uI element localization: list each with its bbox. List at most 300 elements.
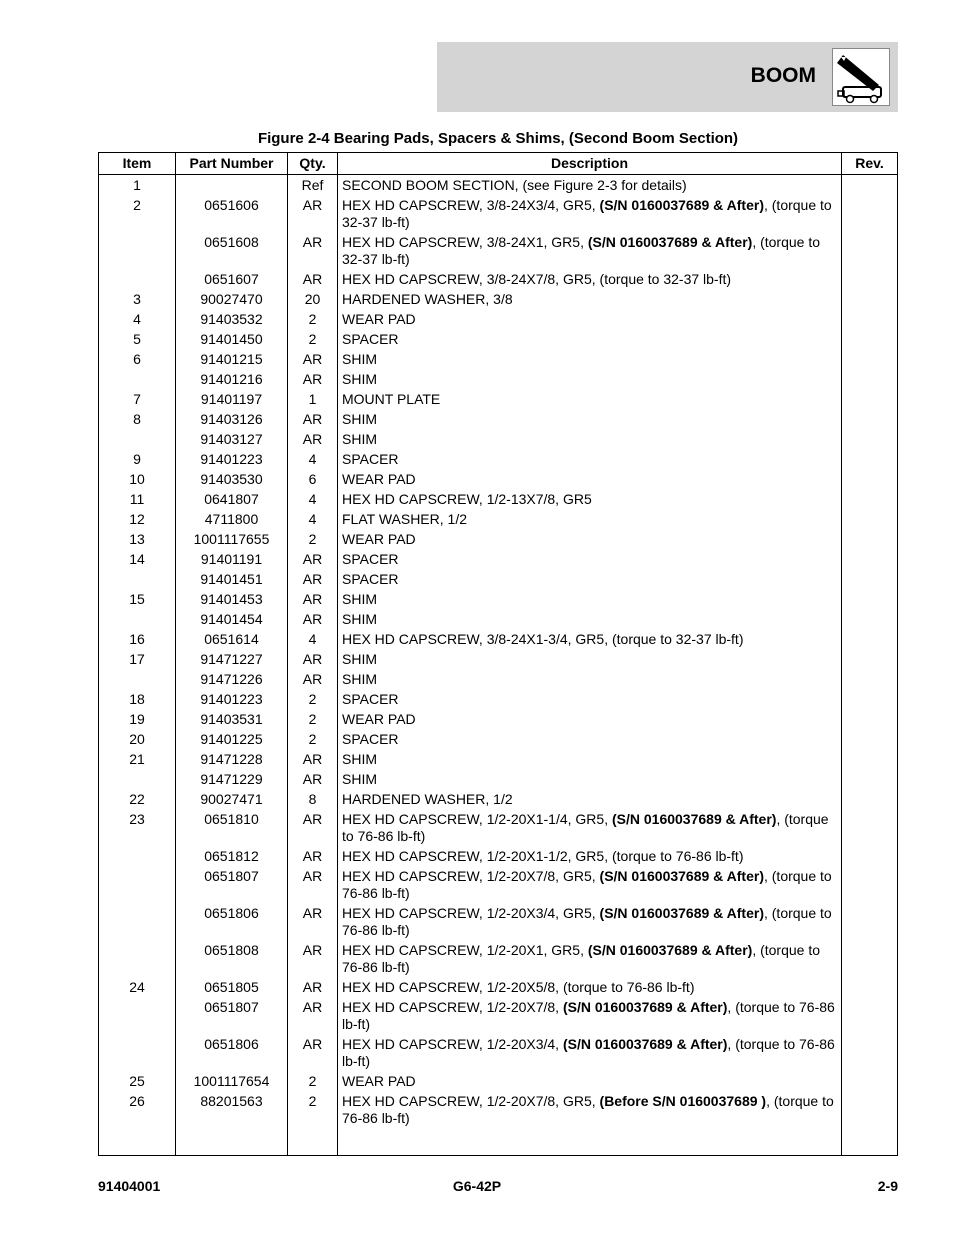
qty-cell: 8	[288, 789, 338, 809]
table-row	[99, 1071, 898, 1091]
part-number-cell: 91471226	[176, 669, 288, 689]
part-number-cell: 0651805	[176, 977, 288, 997]
part-number-cell: 0651808	[176, 940, 288, 977]
description-text: SECOND BOOM SECTION, (see Figure 2-3 for details)	[342, 176, 687, 193]
qty-cell: 6	[288, 469, 338, 489]
qty-cell: AR	[288, 846, 338, 866]
description-cell	[338, 469, 842, 489]
description-text: HEX HD CAPSCREW, 3/8-24X7/8, GR5, (torque to 32-37 lb-ft)	[342, 270, 732, 287]
table-header-row	[99, 153, 898, 175]
qty-cell: 2	[288, 529, 338, 549]
description-text: HEX HD CAPSCREW, 3/8-24X3/4, GR5,	[342, 196, 600, 213]
description-cell	[338, 1071, 842, 1091]
qty-cell: AR	[288, 649, 338, 669]
rev-cell	[842, 389, 898, 409]
description-text: HEX HD CAPSCREW, 1/2-20X3/4, GR5,	[342, 904, 600, 921]
description-text: SHIM	[342, 410, 377, 427]
description-text: HEX HD CAPSCREW, 1/2-20X1-1/2, GR5, (torque to 76-86 lb-ft)	[342, 847, 744, 864]
qty-cell: AR	[288, 369, 338, 389]
qty-cell: AR	[288, 769, 338, 789]
part-number-cell: 4711800	[176, 509, 288, 529]
description-cell	[338, 866, 842, 903]
description-text: SHIM	[342, 430, 377, 447]
qty-cell: 1	[288, 389, 338, 409]
table-row	[99, 789, 898, 809]
description-cell	[338, 529, 842, 549]
description-cell	[338, 997, 842, 1034]
item-cell: 19	[99, 709, 176, 729]
item-cell: 20	[99, 729, 176, 749]
qty-cell: 20	[288, 289, 338, 309]
description-cell	[338, 429, 842, 449]
col-item-header: Item	[99, 153, 176, 175]
table-row	[99, 769, 898, 789]
table-row	[99, 749, 898, 769]
rev-cell	[842, 769, 898, 789]
qty-cell: AR	[288, 903, 338, 940]
item-cell: 25	[99, 1071, 176, 1091]
qty-cell: AR	[288, 997, 338, 1034]
description-cell	[338, 509, 842, 529]
description-text: SPACER	[342, 550, 399, 567]
rev-cell	[842, 469, 898, 489]
table-row	[99, 449, 898, 469]
item-cell: 11	[99, 489, 176, 509]
part-number-cell: 91401454	[176, 609, 288, 629]
item-cell: 2	[99, 195, 176, 232]
description-text: HARDENED WASHER, 3/8	[342, 290, 513, 307]
part-number-cell: 1001117655	[176, 529, 288, 549]
item-cell: 22	[99, 789, 176, 809]
table-row	[99, 409, 898, 429]
table-row	[99, 977, 898, 997]
item-cell: 15	[99, 589, 176, 609]
part-number-cell: 0641807	[176, 489, 288, 509]
rev-cell	[842, 369, 898, 389]
table-row	[99, 709, 898, 729]
description-cell	[338, 349, 842, 369]
qty-cell: 2	[288, 729, 338, 749]
col-qty-header: Qty.	[288, 153, 338, 175]
rev-cell	[842, 997, 898, 1034]
description-text: HEX HD CAPSCREW, 1/2-20X7/8, GR5,	[342, 867, 600, 884]
description-text: HEX HD CAPSCREW, 1/2-20X1-1/4, GR5,	[342, 810, 612, 827]
item-cell: 4	[99, 309, 176, 329]
part-number-cell: 91401223	[176, 449, 288, 469]
rev-cell	[842, 269, 898, 289]
item-cell: 24	[99, 977, 176, 997]
description-cell	[338, 329, 842, 349]
description-tail-text: , (torque to 76-86 lb-ft)	[342, 867, 832, 901]
description-cell	[338, 569, 842, 589]
filler-cell	[176, 1128, 288, 1156]
part-number-cell: 0651806	[176, 903, 288, 940]
table-row	[99, 389, 898, 409]
qty-cell: 4	[288, 449, 338, 469]
qty-cell: AR	[288, 349, 338, 369]
table-row	[99, 509, 898, 529]
serial-range-text: (S/N 0160037689 & After)	[599, 867, 764, 884]
description-cell	[338, 769, 842, 789]
rev-cell	[842, 940, 898, 977]
item-cell: 17	[99, 649, 176, 669]
serial-range-text: (S/N 0160037689 & After)	[587, 233, 753, 250]
rev-cell	[842, 569, 898, 589]
item-cell: 3	[99, 289, 176, 309]
part-number-cell: 91401191	[176, 549, 288, 569]
description-cell	[338, 232, 842, 269]
item-cell: 8	[99, 409, 176, 429]
description-cell	[338, 269, 842, 289]
part-number-cell: 91403530	[176, 469, 288, 489]
table-row	[99, 669, 898, 689]
item-cell: 9	[99, 449, 176, 469]
item-cell: 7	[99, 389, 176, 409]
qty-cell: AR	[288, 1034, 338, 1071]
description-text: SPACER	[342, 450, 399, 467]
description-cell	[338, 409, 842, 429]
part-number-cell: 91401223	[176, 689, 288, 709]
description-text: SHIM	[342, 650, 377, 667]
item-cell	[99, 866, 176, 903]
qty-cell: AR	[288, 866, 338, 903]
section-title: BOOM	[750, 64, 816, 87]
part-number-cell: 0651807	[176, 866, 288, 903]
qty-cell: AR	[288, 940, 338, 977]
description-text: HEX HD CAPSCREW, 1/2-20X5/8, (torque to 76-86 lb-ft)	[342, 978, 695, 995]
item-cell: 16	[99, 629, 176, 649]
item-cell	[99, 669, 176, 689]
rev-cell	[842, 1034, 898, 1071]
part-number-cell: 91403126	[176, 409, 288, 429]
rev-cell	[842, 429, 898, 449]
part-number-cell: 91401453	[176, 589, 288, 609]
description-text: WEAR PAD	[342, 530, 416, 547]
rev-cell	[842, 549, 898, 569]
description-text: HEX HD CAPSCREW, 1/2-20X1, GR5,	[342, 941, 588, 958]
part-number-cell: 0651807	[176, 997, 288, 1034]
description-tail-text: , (torque to 76-86 lb-ft)	[342, 810, 829, 844]
qty-cell: AR	[288, 269, 338, 289]
table-row	[99, 269, 898, 289]
part-number-cell: 0651806	[176, 1034, 288, 1071]
qty-cell: 4	[288, 509, 338, 529]
qty-cell: 2	[288, 1091, 338, 1128]
rev-cell	[842, 689, 898, 709]
description-text: SHIM	[342, 350, 377, 367]
rev-cell	[842, 809, 898, 846]
rev-cell	[842, 329, 898, 349]
description-text: FLAT WASHER, 1/2	[342, 510, 467, 527]
item-cell: 1	[99, 175, 176, 196]
description-tail-text: , (torque to 32-37 lb-ft)	[342, 233, 821, 267]
parts-table-body	[99, 175, 898, 1156]
description-cell	[338, 977, 842, 997]
table-row	[99, 195, 898, 232]
part-number-cell: 0651608	[176, 232, 288, 269]
description-text: HEX HD CAPSCREW, 3/8-24X1-3/4, GR5, (torque to 32-37 lb-ft)	[342, 630, 744, 647]
rev-cell	[842, 289, 898, 309]
qty-cell: 2	[288, 309, 338, 329]
description-cell	[338, 175, 842, 196]
qty-cell: AR	[288, 409, 338, 429]
description-cell	[338, 689, 842, 709]
qty-cell: 2	[288, 709, 338, 729]
rev-cell	[842, 709, 898, 729]
description-cell	[338, 846, 842, 866]
table-row	[99, 609, 898, 629]
part-number-cell: 88201563	[176, 1091, 288, 1128]
part-number-cell: 0651606	[176, 195, 288, 232]
part-number-cell: 91471228	[176, 749, 288, 769]
qty-cell: AR	[288, 429, 338, 449]
table-row	[99, 569, 898, 589]
table-row	[99, 1034, 898, 1071]
rev-cell	[842, 729, 898, 749]
qty-cell: 2	[288, 689, 338, 709]
part-number-cell: 0651810	[176, 809, 288, 846]
table-row	[99, 1091, 898, 1128]
item-cell	[99, 269, 176, 289]
table-row	[99, 329, 898, 349]
table-row	[99, 489, 898, 509]
serial-range-text: (S/N 0160037689 & After)	[611, 810, 777, 827]
item-cell: 21	[99, 749, 176, 769]
table-row	[99, 429, 898, 449]
description-tail-text: , (torque to 76-86 lb-ft)	[342, 941, 821, 975]
item-cell: 18	[99, 689, 176, 709]
description-text: HEX HD CAPSCREW, 1/2-20X7/8, GR5,	[342, 1092, 600, 1109]
description-text: HEX HD CAPSCREW, 1/2-13X7/8, GR5	[342, 490, 592, 507]
table-row	[99, 997, 898, 1034]
rev-cell	[842, 669, 898, 689]
serial-range-text: (S/N 0160037689 & After)	[562, 1035, 728, 1052]
description-text: WEAR PAD	[342, 710, 416, 727]
item-cell	[99, 569, 176, 589]
table-row	[99, 529, 898, 549]
part-number-cell	[176, 175, 288, 196]
rev-cell	[842, 309, 898, 329]
description-text: HARDENED WASHER, 1/2	[342, 790, 513, 807]
description-tail-text: , (torque to 76-86 lb-ft)	[342, 1035, 835, 1069]
description-cell	[338, 609, 842, 629]
item-cell: 5	[99, 329, 176, 349]
part-number-cell: 91403531	[176, 709, 288, 729]
rev-cell	[842, 649, 898, 669]
rev-cell	[842, 866, 898, 903]
table-row	[99, 369, 898, 389]
rev-cell	[842, 749, 898, 769]
figure-title: Figure 2-4 Bearing Pads, Spacers & Shims, (Second Boom Section)	[257, 130, 739, 147]
description-text: SHIM	[342, 670, 377, 687]
qty-cell: Ref	[288, 175, 338, 196]
qty-cell: 2	[288, 329, 338, 349]
qty-cell: AR	[288, 569, 338, 589]
rev-cell	[842, 449, 898, 469]
qty-cell: AR	[288, 232, 338, 269]
part-number-cell: 91401215	[176, 349, 288, 369]
filler-cell	[288, 1128, 338, 1156]
qty-cell: 4	[288, 629, 338, 649]
description-text: MOUNT PLATE	[342, 390, 441, 407]
description-cell	[338, 709, 842, 729]
parts-table	[98, 152, 898, 1156]
item-cell: 23	[99, 809, 176, 846]
part-number-cell: 1001117654	[176, 1071, 288, 1091]
table-row	[99, 549, 898, 569]
description-text: WEAR PAD	[342, 470, 416, 487]
item-cell	[99, 429, 176, 449]
doc-number: 91404001	[98, 1178, 161, 1194]
description-cell	[338, 749, 842, 769]
rev-cell	[842, 977, 898, 997]
description-text: HEX HD CAPSCREW, 1/2-20X3/4,	[342, 1035, 563, 1052]
description-cell	[338, 549, 842, 569]
description-cell	[338, 449, 842, 469]
qty-cell: AR	[288, 977, 338, 997]
rev-cell	[842, 232, 898, 269]
qty-cell: AR	[288, 609, 338, 629]
description-text: WEAR PAD	[342, 1072, 416, 1089]
table-row	[99, 289, 898, 309]
part-number-cell: 90027470	[176, 289, 288, 309]
description-tail-text: , (torque to 76-86 lb-ft)	[342, 904, 832, 938]
part-number-cell: 91401451	[176, 569, 288, 589]
col-part-number-header: Part Number	[176, 153, 288, 175]
serial-range-text: (S/N 0160037689 & After)	[599, 196, 764, 213]
model-name: G6-42P	[452, 1178, 502, 1194]
table-row	[99, 866, 898, 903]
description-tail-text: , (torque to 76-86 lb-ft)	[342, 1092, 834, 1126]
serial-range-text: (S/N 0160037689 & After)	[562, 998, 728, 1015]
description-cell	[338, 389, 842, 409]
description-text: SHIM	[342, 750, 377, 767]
description-text: SHIM	[342, 590, 377, 607]
rev-cell	[842, 789, 898, 809]
item-cell	[99, 769, 176, 789]
qty-cell: AR	[288, 669, 338, 689]
description-text: SHIM	[342, 370, 377, 387]
description-cell	[338, 629, 842, 649]
qty-cell: AR	[288, 809, 338, 846]
description-cell	[338, 669, 842, 689]
rev-cell	[842, 175, 898, 196]
table-row	[99, 469, 898, 489]
table-filler-row	[99, 1128, 898, 1156]
description-cell	[338, 589, 842, 609]
description-text: SPACER	[342, 690, 399, 707]
rev-cell	[842, 509, 898, 529]
item-cell	[99, 369, 176, 389]
qty-cell: AR	[288, 749, 338, 769]
part-number-cell: 91471227	[176, 649, 288, 669]
part-number-cell: 90027471	[176, 789, 288, 809]
description-text: HEX HD CAPSCREW, 1/2-20X7/8,	[342, 998, 563, 1015]
part-number-cell: 0651614	[176, 629, 288, 649]
description-cell	[338, 489, 842, 509]
col-description-header: Description	[338, 153, 842, 175]
rev-cell	[842, 903, 898, 940]
item-cell	[99, 997, 176, 1034]
item-cell: 14	[99, 549, 176, 569]
part-number-cell: 91401450	[176, 329, 288, 349]
section-header	[437, 42, 898, 112]
table-row	[99, 175, 898, 196]
table-row	[99, 309, 898, 329]
serial-range-text: (Before S/N 0160037689 )	[599, 1092, 767, 1109]
item-cell	[99, 232, 176, 269]
rev-cell	[842, 609, 898, 629]
description-cell	[338, 309, 842, 329]
table-row	[99, 232, 898, 269]
item-cell	[99, 609, 176, 629]
description-text: SHIM	[342, 610, 377, 627]
qty-cell: 4	[288, 489, 338, 509]
item-cell: 10	[99, 469, 176, 489]
rev-cell	[842, 409, 898, 429]
description-text: WEAR PAD	[342, 310, 416, 327]
part-number-cell: 0651812	[176, 846, 288, 866]
item-cell: 12	[99, 509, 176, 529]
item-cell	[99, 903, 176, 940]
part-number-cell: 91401216	[176, 369, 288, 389]
table-row	[99, 589, 898, 609]
table-row	[99, 689, 898, 709]
part-number-cell: 91403127	[176, 429, 288, 449]
item-cell: 26	[99, 1091, 176, 1128]
rev-cell	[842, 846, 898, 866]
table-row	[99, 729, 898, 749]
description-cell	[338, 1091, 842, 1128]
boom-lift-icon	[832, 48, 890, 106]
description-text: SPACER	[342, 330, 399, 347]
rev-cell	[842, 589, 898, 609]
rev-cell	[842, 629, 898, 649]
rev-cell	[842, 529, 898, 549]
description-cell	[338, 649, 842, 669]
description-text: SPACER	[342, 730, 399, 747]
table-row	[99, 940, 898, 977]
qty-cell: AR	[288, 195, 338, 232]
item-cell: 13	[99, 529, 176, 549]
description-cell	[338, 940, 842, 977]
description-cell	[338, 1034, 842, 1071]
description-cell	[338, 789, 842, 809]
serial-range-text: (S/N 0160037689 & After)	[599, 904, 764, 921]
page-number: 2-9	[877, 1178, 898, 1194]
part-number-cell: 91401197	[176, 389, 288, 409]
table-row	[99, 629, 898, 649]
filler-cell	[842, 1128, 898, 1156]
item-cell	[99, 940, 176, 977]
description-cell	[338, 289, 842, 309]
item-cell	[99, 1034, 176, 1071]
description-text: HEX HD CAPSCREW, 3/8-24X1, GR5,	[342, 233, 588, 250]
description-cell	[338, 903, 842, 940]
part-number-cell: 91401225	[176, 729, 288, 749]
filler-cell	[338, 1128, 842, 1156]
item-cell	[99, 846, 176, 866]
serial-range-text: (S/N 0160037689 & After)	[587, 941, 753, 958]
col-rev-header: Rev.	[842, 153, 898, 175]
table-row	[99, 809, 898, 846]
part-number-cell: 91403532	[176, 309, 288, 329]
description-tail-text: , (torque to 76-86 lb-ft)	[342, 998, 835, 1032]
rev-cell	[842, 349, 898, 369]
rev-cell	[842, 1071, 898, 1091]
description-text: SPACER	[342, 570, 399, 587]
part-number-cell: 91471229	[176, 769, 288, 789]
